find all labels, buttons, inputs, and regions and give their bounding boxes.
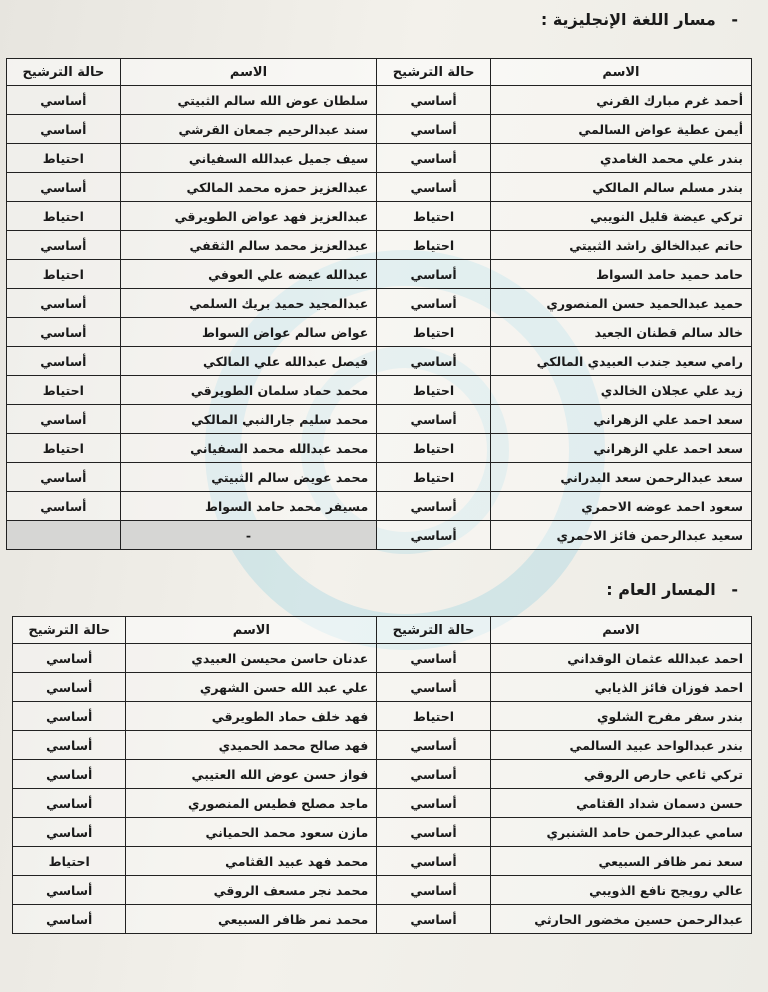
student-name-cell: تركي ثاعي حارص الروقي <box>490 760 751 789</box>
candidacy-status-cell: أساسي <box>377 818 490 847</box>
table-row <box>13 905 752 934</box>
student-name-cell: فواز حسن عوض الله العتيبي <box>126 760 377 789</box>
student-name-cell: بندر مسلم سالم المالكي <box>490 173 751 202</box>
candidacy-status-cell: أساسي <box>13 644 126 673</box>
student-name-cell: عبدالمجيد حميد بريك السلمي <box>120 289 377 318</box>
student-name-cell: خالد سالم قطنان الجعيد <box>490 318 751 347</box>
student-name-cell: رامي سعيد جندب العبيدي المالكي <box>490 347 751 376</box>
candidacy-status-cell: أساسي <box>13 818 126 847</box>
header-status: حالة الترشيح <box>377 59 491 86</box>
header-name: الاسم <box>120 59 377 86</box>
student-name-cell: محمد نمر ظافر السبيعي <box>126 905 377 934</box>
candidacy-status-cell: أساسي <box>377 115 491 144</box>
student-name-cell: محمد فهد عبيد القثامي <box>126 847 377 876</box>
student-name-cell: - <box>120 521 377 550</box>
table-row <box>13 644 752 673</box>
student-name-cell: عالي رويجح نافع الذويبي <box>490 876 751 905</box>
student-name-cell: احمد عبدالله عثمان الوقداني <box>490 644 751 673</box>
candidacy-status-cell: احتياط <box>377 318 491 347</box>
candidacy-status-cell: أساسي <box>7 289 121 318</box>
table-row <box>7 202 752 231</box>
candidacy-status-cell: احتياط <box>7 434 121 463</box>
student-name-cell: سيف جميل عبدالله السفياني <box>120 144 377 173</box>
candidacy-status-cell: أساسي <box>7 173 121 202</box>
general-track-title <box>606 580 738 599</box>
student-name-cell: مسيفر محمد حامد السواط <box>120 492 377 521</box>
student-name-cell: سعد احمد علي الزهراني <box>490 405 751 434</box>
table-row <box>13 760 752 789</box>
student-name-cell: عدنان حاسن محيسن العبيدي <box>126 644 377 673</box>
table-row <box>7 521 752 550</box>
student-name-cell: حامد حميد حامد السواط <box>490 260 751 289</box>
candidacy-status-cell: احتياط <box>7 376 121 405</box>
candidacy-status-cell: احتياط <box>7 144 121 173</box>
student-name-cell: محمد نجر مسعف الروقي <box>126 876 377 905</box>
student-name-cell: ماجد مصلح فطيس المنصوري <box>126 789 377 818</box>
candidacy-status-cell: أساسي <box>7 347 121 376</box>
student-name-cell: فيصل عبدالله علي المالكي <box>120 347 377 376</box>
candidacy-status-cell: أساسي <box>377 86 491 115</box>
english-track-title-text: مسار اللغة الإنجليزية : <box>540 10 716 29</box>
candidacy-status-cell: أساسي <box>377 789 490 818</box>
general-track-table <box>12 616 752 934</box>
candidacy-status-cell: أساسي <box>7 463 121 492</box>
student-name-cell: سعيد عبدالرحمن فائز الاحمري <box>490 521 751 550</box>
student-name-cell: عبدالله عيضه علي العوفي <box>120 260 377 289</box>
student-name-cell: محمد عويض سالم الثبيتي <box>120 463 377 492</box>
candidacy-status-cell: احتياط <box>13 847 126 876</box>
candidacy-status-cell: أساسي <box>377 521 491 550</box>
candidacy-status-cell: أساسي <box>13 876 126 905</box>
student-name-cell: أحمد غرم مبارك القرني <box>490 86 751 115</box>
candidacy-status-cell: أساسي <box>7 318 121 347</box>
student-name-cell: سند عبدالرحيم جمعان القرشي <box>120 115 377 144</box>
table-row <box>7 173 752 202</box>
student-name-cell: عبدالعزيز فهد عواض الطويرقي <box>120 202 377 231</box>
table-row <box>13 731 752 760</box>
candidacy-status-cell: احتياط <box>377 202 491 231</box>
candidacy-status-cell: احتياط <box>7 260 121 289</box>
candidacy-status-cell: أساسي <box>13 905 126 934</box>
candidacy-status-cell: أساسي <box>13 789 126 818</box>
english-track-title <box>541 10 738 29</box>
table-row <box>13 789 752 818</box>
header-name: الاسم <box>126 617 377 644</box>
table-header-row <box>13 617 752 644</box>
student-name-cell: محمد سليم جارالنبي المالكي <box>120 405 377 434</box>
candidacy-status-cell: احتياط <box>377 434 491 463</box>
candidacy-status-cell: أساسي <box>377 905 490 934</box>
student-name-cell: محمد حماد سلمان الطويرقي <box>120 376 377 405</box>
title-dash: - <box>731 10 738 29</box>
table-row <box>13 818 752 847</box>
general-track-rows <box>13 644 752 934</box>
student-name-cell: سامي عبدالرحمن حامد الشنبري <box>490 818 751 847</box>
student-name-cell: بندر علي محمد الغامدي <box>490 144 751 173</box>
student-name-cell: زيد علي عجلان الخالدي <box>490 376 751 405</box>
student-name-cell: عبدالعزيز محمد سالم الثقفي <box>120 231 377 260</box>
student-name-cell: حميد عبدالحميد حسن المنصوري <box>490 289 751 318</box>
table-row <box>7 231 752 260</box>
candidacy-status-cell: أساسي <box>7 405 121 434</box>
candidacy-status-cell: أساسي <box>377 347 491 376</box>
candidacy-status-cell: أساسي <box>377 644 490 673</box>
table-row <box>13 702 752 731</box>
table-row <box>7 434 752 463</box>
table-row <box>7 318 752 347</box>
candidacy-status-cell: احتياط <box>7 202 121 231</box>
candidacy-status-cell: أساسي <box>377 876 490 905</box>
candidacy-status-cell: أساسي <box>377 173 491 202</box>
candidacy-status-cell: احتياط <box>377 463 491 492</box>
table-row <box>7 144 752 173</box>
candidacy-status-cell: احتياط <box>377 702 490 731</box>
table-row <box>7 376 752 405</box>
student-name-cell: سعد احمد علي الزهراني <box>490 434 751 463</box>
candidacy-status-cell <box>7 521 121 550</box>
table-row <box>7 289 752 318</box>
candidacy-status-cell: أساسي <box>377 847 490 876</box>
student-name-cell: احمد فوزان فائز الذيابي <box>490 673 751 702</box>
candidacy-status-cell: أساسي <box>7 86 121 115</box>
table-row <box>13 876 752 905</box>
table-row <box>7 86 752 115</box>
candidacy-status-cell: أساسي <box>377 492 491 521</box>
candidacy-status-cell: أساسي <box>377 260 491 289</box>
table-header-row <box>7 59 752 86</box>
english-track-rows <box>7 86 752 550</box>
english-track-table <box>6 58 752 550</box>
student-name-cell: بندر سفر مفرح الشلوي <box>490 702 751 731</box>
student-name-cell: سعد عبدالرحمن سعد البدراني <box>490 463 751 492</box>
table-row <box>7 463 752 492</box>
student-name-cell: سعد نمر ظافر السبيعي <box>490 847 751 876</box>
table-row <box>13 673 752 702</box>
candidacy-status-cell: أساسي <box>377 289 491 318</box>
header-name: الاسم <box>490 617 751 644</box>
table-row <box>7 492 752 521</box>
student-name-cell: أيمن عطية عواض السالمي <box>490 115 751 144</box>
student-name-cell: فهد خلف حماد الطويرقي <box>126 702 377 731</box>
candidacy-status-cell: أساسي <box>13 760 126 789</box>
student-name-cell: تركي عيضة قليل النويبي <box>490 202 751 231</box>
candidacy-status-cell: أساسي <box>377 673 490 702</box>
candidacy-status-cell: أساسي <box>7 115 121 144</box>
candidacy-status-cell: أساسي <box>13 673 126 702</box>
header-status: حالة الترشيح <box>377 617 490 644</box>
title-dash: - <box>731 580 738 599</box>
table-row <box>7 347 752 376</box>
student-name-cell: فهد صالح محمد الحميدي <box>126 731 377 760</box>
student-name-cell: محمد عبدالله محمد السفياني <box>120 434 377 463</box>
general-track-title-text: المسار العام : <box>606 580 716 599</box>
student-name-cell: حسن دسمان شداد القثامي <box>490 789 751 818</box>
candidacy-status-cell: أساسي <box>377 405 491 434</box>
candidacy-status-cell: أساسي <box>377 731 490 760</box>
student-name-cell: علي عبد الله حسن الشهري <box>126 673 377 702</box>
candidacy-status-cell: احتياط <box>377 376 491 405</box>
student-name-cell: سعود احمد عوضه الاحمري <box>490 492 751 521</box>
student-name-cell: مازن سعود محمد الحمياني <box>126 818 377 847</box>
table-row <box>7 405 752 434</box>
table-row <box>7 260 752 289</box>
header-status: حالة الترشيح <box>7 59 121 86</box>
table-row <box>7 115 752 144</box>
table-row <box>13 847 752 876</box>
student-name-cell: عبدالرحمن حسين مخضور الحارثي <box>490 905 751 934</box>
student-name-cell: بندر عبدالواحد عبيد السالمي <box>490 731 751 760</box>
student-name-cell: عواض سالم عواض السواط <box>120 318 377 347</box>
candidacy-status-cell: أساسي <box>377 144 491 173</box>
student-name-cell: حاتم عبدالخالق راشد الثبيتي <box>490 231 751 260</box>
candidacy-status-cell: أساسي <box>7 492 121 521</box>
candidacy-status-cell: أساسي <box>377 760 490 789</box>
header-status: حالة الترشيح <box>13 617 126 644</box>
candidacy-status-cell: أساسي <box>13 702 126 731</box>
student-name-cell: عبدالعزيز حمزه محمد المالكي <box>120 173 377 202</box>
candidacy-status-cell: أساسي <box>13 731 126 760</box>
candidacy-status-cell: أساسي <box>7 231 121 260</box>
header-name: الاسم <box>490 59 751 86</box>
student-name-cell: سلطان عوض الله سالم الثبيتي <box>120 86 377 115</box>
candidacy-status-cell: احتياط <box>377 231 491 260</box>
